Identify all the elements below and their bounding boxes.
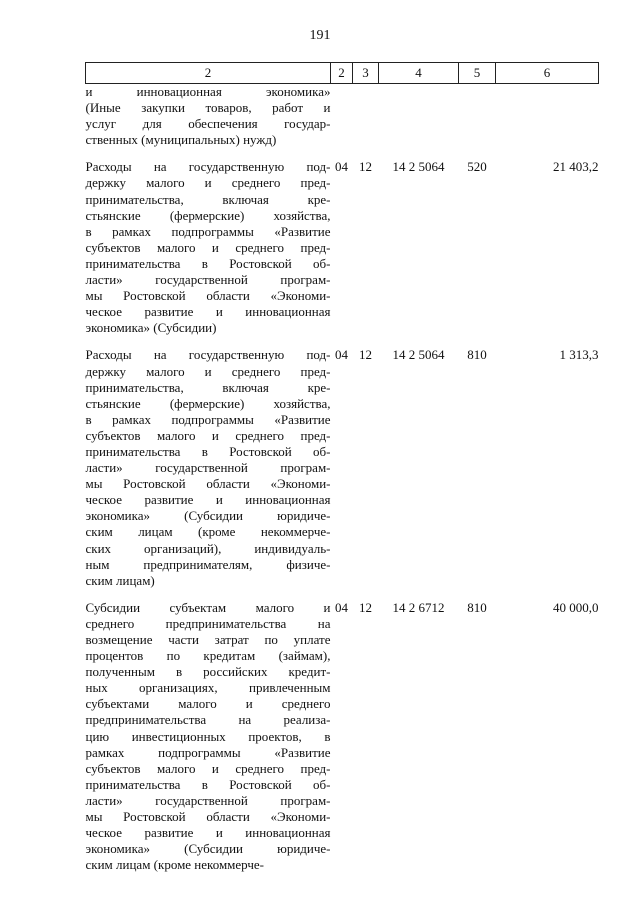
row-expense-type: 520 (467, 159, 487, 175)
description-line: Расходы на государственную под- (85, 159, 331, 175)
row-description (86, 148, 331, 336)
description-line: экономика» (Субсидии) (85, 320, 217, 336)
description-line: ческое развитие и инновационная (85, 492, 331, 508)
row-expense-type (459, 84, 496, 149)
description-line: ским лицам (кроме некоммерче- (85, 857, 264, 873)
table-row (86, 84, 599, 149)
description-line: (Иные закупки товаров, работ и (85, 100, 331, 116)
row-section: 04 (335, 347, 348, 363)
row-subsection: 12 (359, 159, 372, 175)
description-line: ским лицам) (85, 572, 155, 588)
description-line: ным предпринимателям, физиче- (85, 556, 331, 572)
description-line: стьянские (фермерские) хозяйства, (85, 395, 331, 411)
description-line: принимательства в Ростовской об- (85, 443, 331, 459)
description-line: Субсидии субъектам малого и (85, 599, 331, 615)
description-line: субъектов малого и среднего пред- (85, 760, 331, 776)
description-line: принимательства, включая кре- (85, 379, 331, 395)
table-row (86, 148, 599, 336)
row-description (86, 589, 331, 874)
row-amount: 1 313,3 (559, 347, 599, 363)
table-header-row (86, 63, 599, 84)
description-line: Расходы на государственную под- (85, 347, 331, 363)
description-line: ским лицам (кроме некоммерче- (85, 524, 331, 540)
row-amount (496, 84, 599, 149)
table-row (86, 336, 599, 588)
description-line: принимательства, включая кре- (85, 191, 331, 207)
row-target-article: 14 2 5064 (392, 347, 445, 363)
table-row (86, 589, 599, 874)
description-line: ласти» государственной програм- (85, 460, 331, 476)
row-subsection: 12 (359, 347, 372, 363)
description-line: экономика» (Субсидии юридиче- (85, 508, 331, 524)
header-col-subsection: 3 (353, 63, 379, 84)
budget-table (85, 62, 599, 873)
row-expense-type: 810 (467, 599, 487, 615)
description-line: ласти» государственной програм- (85, 272, 331, 288)
header-col-description: 2 (86, 63, 331, 84)
description-line: мы Ростовской области «Экономи- (85, 809, 331, 825)
description-line: субъектами малого и среднего (85, 696, 331, 712)
description-line: держку малого и среднего пред- (85, 175, 331, 191)
description-line: ских организаций), индивидуаль- (85, 540, 331, 556)
description-line: процентов по кредитам (займам), (85, 648, 331, 664)
description-line: среднего предпринимательства на (85, 615, 331, 631)
row-subsection: 12 (359, 599, 372, 615)
row-target-article: 14 2 5064 (392, 159, 445, 175)
description-line: в рамках подпрограммы «Развитие (85, 223, 331, 239)
description-line: ласти» государственной програм- (85, 792, 331, 808)
description-line: субъектов малого и среднего пред- (85, 239, 331, 255)
page-number: 191 (309, 28, 331, 43)
row-description (86, 84, 331, 149)
row-expense-type: 810 (467, 347, 487, 363)
header-col-amount: 6 (496, 63, 599, 84)
row-subsection (353, 84, 379, 149)
description-line: принимательства в Ростовской об- (85, 776, 331, 792)
row-section: 04 (335, 599, 348, 615)
description-line: ственных (муниципальных) нужд) (85, 132, 277, 148)
description-line: ных организациях, привлеченным (85, 680, 331, 696)
header-col-target-article: 4 (379, 63, 459, 84)
description-line: мы Ростовской области «Экономи- (85, 288, 331, 304)
description-line: возмещение части затрат по уплате (85, 632, 331, 647)
description-line: цию инвестиционных проектов, в (85, 728, 331, 744)
row-target-article: 14 2 6712 (392, 599, 445, 615)
description-line: рамках подпрограммы «Развитие (85, 744, 331, 760)
row-target-article (379, 84, 459, 149)
header-col-expense-type: 5 (459, 63, 496, 84)
header-col-section: 2 (331, 63, 353, 84)
row-section: 04 (335, 159, 348, 175)
description-line: ческое развитие и инновационная (85, 825, 331, 841)
description-line: услуг для обеспечения государ- (85, 116, 331, 132)
description-line: экономика» (Субсидии юридиче- (85, 841, 331, 857)
description-line: и инновационная экономика» (85, 84, 331, 99)
description-line: держку малого и среднего пред- (85, 363, 331, 379)
description-line: субъектов малого и среднего пред- (85, 427, 331, 443)
description-line: ческое развитие и инновационная (85, 304, 331, 320)
description-line: стьянские (фермерские) хозяйства, (85, 207, 331, 223)
row-description (86, 336, 331, 588)
row-section (331, 84, 353, 149)
description-line: предпринимательства на реализа- (85, 712, 331, 728)
row-amount: 40 000,0 (553, 599, 599, 615)
description-line: в рамках подпрограммы «Развитие (85, 411, 331, 427)
description-line: мы Ростовской области «Экономи- (85, 476, 331, 492)
row-amount: 21 403,2 (553, 159, 599, 175)
description-line: принимательства в Ростовской об- (85, 255, 331, 271)
description-line: полученным в российских кредит- (85, 664, 331, 680)
